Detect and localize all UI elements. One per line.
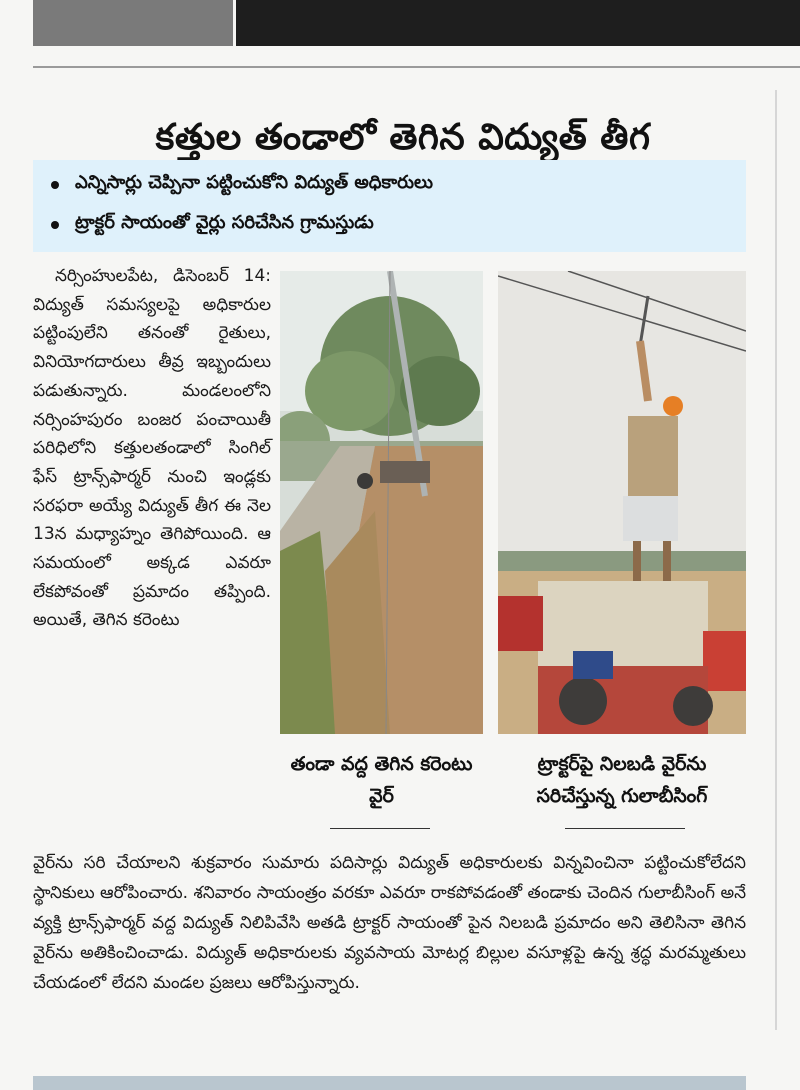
photo-caption: తండా వద్ద తెగిన కరెంటు వైర్‌ (290, 753, 473, 807)
caption-underline (330, 828, 430, 829)
bullet-dot-icon (51, 221, 59, 229)
caption-underline (565, 828, 685, 829)
photo-man-on-tractor (498, 271, 746, 734)
article-body-continued: వైర్‌ను సరి చేయాలని శుక్రవారం సుమారు పదిసార్లు విద్యుత్‌ అధికారులకు విన్నవించినా పట్టించుకోలేదని స్థానికులు ఆరోపించారు. శనివారం సాయంత్రం వరకూ ఎవరూ రాకపోవడంతో తండాకు చెందిన గులాబీసింగ్‌ అనే వ్యక్తి ట్రాన్స్‌ఫార్మర్‌ వద్ద విద్యుత్‌ నిలిపివేసి అతడి ట్రాక్టర్‌ సాయంతో పైన నిలబడి ప్రమాదం అని తెలిసినా తెగిన వైర్‌ను అతికించించాడు. విద్యుత్‌ అధికారులకు వ్యవసాయ మోటర్ల బిల్లుల వసూళ్లపై ఉన్న శ్రద్ధ మరమ్మతులు చేయడంలో లేదని మండల ప్రజలు ఆరోపిస్తున్నారు. (33, 853, 746, 993)
photo-caption: ట్రాక్టర్‌పై నిలబడి వైర్‌ను సరిచేస్తున్న గులాబీసింగ్‌ (536, 753, 708, 807)
top-divider (33, 66, 800, 68)
bullet-dot-icon (51, 181, 59, 189)
bullet-text: ఎన్నిసార్లు చెప్పినా పట్టించుకోని విద్యుత్‌ అధికారులు (75, 172, 433, 193)
bullet-text: ట్రాక్టర్‌ సాయంతో వైర్లు సరిచేసిన గ్రామస్తుడు (75, 212, 374, 233)
masthead-black-block (236, 0, 800, 46)
summary-bullets (33, 160, 746, 252)
body-paragraph: నర్సింహులపేట, డిసెంబర్‌ 14: విద్యుత్‌ సమస్యలపై అధికారుల పట్టింపులేని తనంతో రైతులు, వినియోగదారులు తీవ్ర ఇబ్బందులు పడుతున్నారు. మండలంలోని నర్సింహపురం బంజర పంచాయితీ పరిధిలోని కత్తులతండాలో సింగిల్‌ ఫేస్‌ ట్రాన్స్‌ఫార్మర్‌ నుంచి ఇండ్లకు సరఫరా అయ్యే విద్యుత్‌ తీగ ఈ నెల 13న మధ్యాహ్నం తెగిపోయింది. ఆ సమయంలో అక్కడ ఎవరూ లేకపోవంతో ప్రమాదం తప్పింది. అయితే, తెగిన కరెంటు (33, 266, 271, 631)
article-headline: కత్తుల తండాలో తెగిన విద్యుత్‌ తీగ (155, 117, 651, 159)
column-divider (775, 90, 777, 1030)
next-article-strip (33, 1076, 746, 1090)
bullet-item (51, 172, 433, 197)
article-body-column (33, 262, 271, 635)
photo-broken-wire-image (280, 271, 483, 734)
bullet-item (51, 212, 374, 237)
photo-broken-wire (280, 271, 483, 734)
masthead-grey-block (33, 0, 233, 46)
photo-man-on-tractor-image (498, 271, 746, 734)
